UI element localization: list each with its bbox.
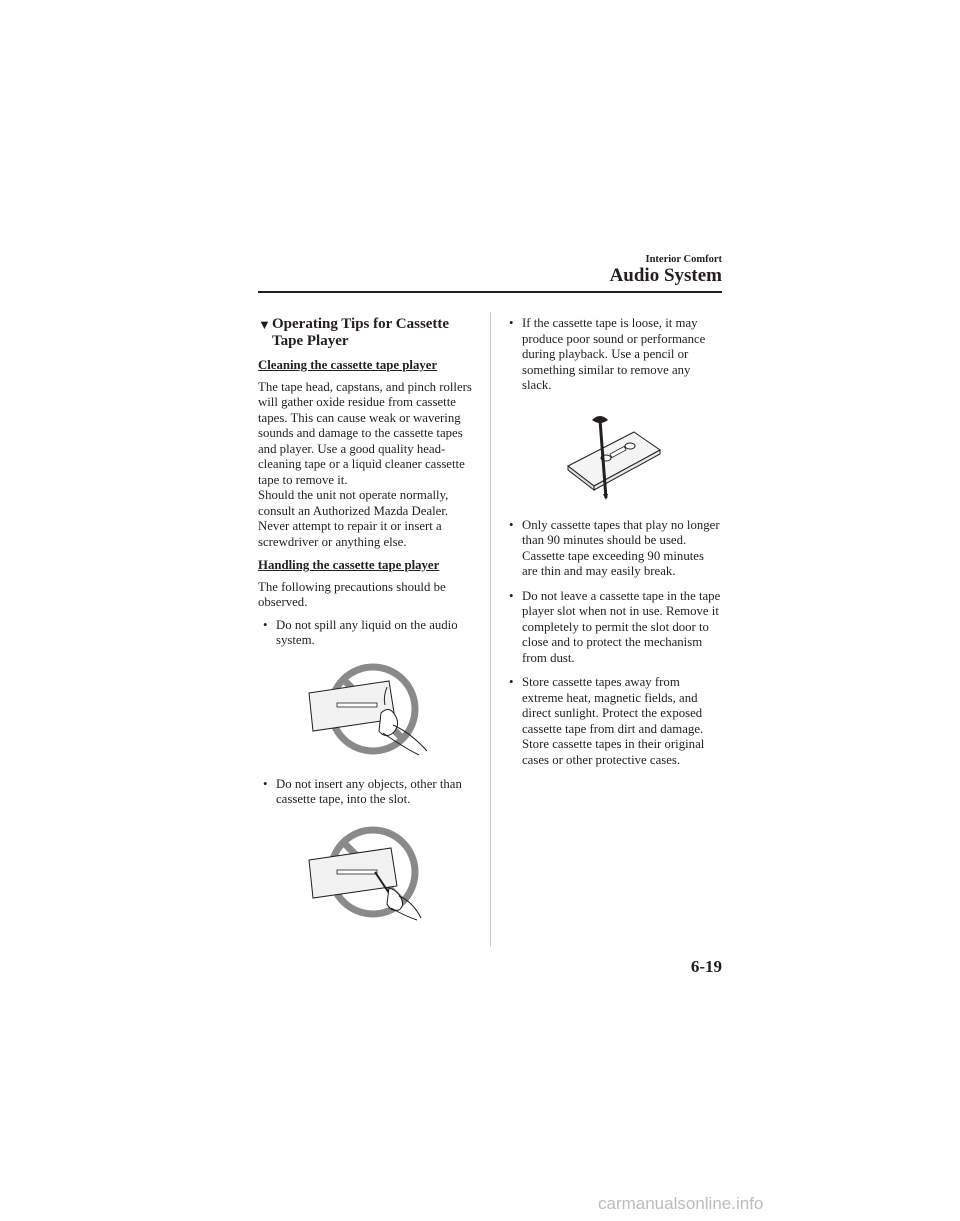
cassette-pencil-illustration bbox=[560, 414, 670, 500]
handling-heading: Handling the cassette tape player bbox=[258, 558, 440, 572]
column-divider bbox=[490, 312, 491, 946]
section-title bbox=[258, 316, 480, 350]
bullet-text: Only cassette tapes that play no longer than 90 minutes should be used. Cassette tape exceeding 90 minutes are thin and may easily break. bbox=[522, 517, 720, 578]
bullet-icon: • bbox=[509, 588, 514, 603]
cleaning-paragraph-1: The tape head, capstans, and pinch rollers will gather oxide residue from cassette tapes. This can cause weak or wavering sounds and damage to the cassette tapes and player. Use a good quality head-cleaning tape or a liquid cleaner cassette tape to remove it. bbox=[258, 379, 472, 487]
bullet-icon: • bbox=[509, 316, 514, 330]
bullet-text: Do not spill any liquid on the audio system. bbox=[276, 617, 458, 647]
no-foreign-objects-illustration bbox=[299, 826, 439, 922]
list-item bbox=[258, 777, 480, 808]
bullet-text: If the cassette tape is loose, it may produce poor sound or performance during playback. Use a pencil or something similar to remove any slack. bbox=[522, 316, 706, 392]
triangle-marker-icon: ▼ bbox=[258, 317, 271, 332]
page-number: 6-19 bbox=[690, 957, 722, 976]
bullet-text: Do not insert any objects, other than cassette tape, into the slot. bbox=[276, 776, 462, 806]
watermark: carmanualsonline.info bbox=[598, 1194, 764, 1213]
section-title-text: Operating Tips for Cassette Tape Player bbox=[272, 316, 450, 349]
right-column bbox=[508, 316, 722, 777]
list-item bbox=[508, 518, 722, 580]
bullet-icon: • bbox=[509, 517, 514, 532]
list-item bbox=[508, 675, 722, 768]
bullet-icon: • bbox=[263, 617, 268, 632]
bullet-icon: • bbox=[509, 675, 514, 689]
bullet-text: Do not leave a cassette tape in the tape player slot when not in use. Remove it completely to permit the slot door to close and to protect the mechanism from dust. bbox=[522, 588, 721, 665]
list-item bbox=[508, 316, 722, 394]
cleaning-paragraph-2: Should the unit not operate normally, consult an Authorized Mazda Dealer. Never attempt to repair it or insert a screwdriver or anything else. bbox=[258, 488, 449, 549]
left-column bbox=[258, 316, 480, 922]
list-item bbox=[508, 589, 722, 667]
no-liquid-spill-illustration bbox=[299, 663, 439, 759]
header-title: Audio System bbox=[609, 265, 722, 286]
cleaning-heading: Cleaning the cassette tape player bbox=[258, 358, 438, 372]
bullet-icon: • bbox=[263, 776, 268, 791]
list-item bbox=[258, 618, 480, 649]
header-section-label: Interior Comfort bbox=[645, 254, 722, 265]
bullet-text: Store cassette tapes away from extreme heat, magnetic fields, and direct sunlight. Protect the exposed cassette tape from dirt and damage. Store cassette tapes in their original cases or other protective cases. bbox=[522, 675, 705, 767]
handling-intro: The following precautions should be observed. bbox=[258, 579, 446, 609]
header-rule bbox=[258, 291, 722, 293]
